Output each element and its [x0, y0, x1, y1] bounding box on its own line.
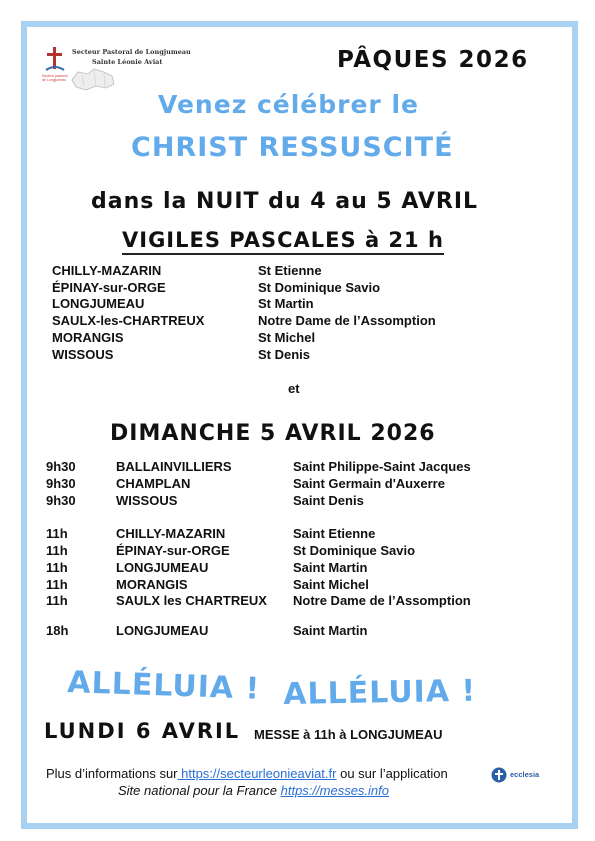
mass-place: WISSOUS — [116, 493, 178, 508]
monday-title: LUNDI 6 AVRIL — [44, 719, 241, 743]
mass-church: Saint Etienne — [293, 526, 376, 541]
logo-subtitle — [42, 74, 68, 82]
logo-org-line1: Secteur Pastoral de Longjumeau — [72, 48, 191, 56]
mass-place: BALLAINVILLIERS — [116, 459, 232, 474]
mass-place: LONGJUMEAU — [116, 623, 209, 638]
vigil-place: MORANGIS — [52, 330, 124, 345]
mass-time: 11h — [46, 593, 68, 608]
mass-time: 11h — [46, 560, 68, 575]
logo-org-line2: Sainte Léonie Aviat — [92, 58, 163, 66]
invitation-line: Venez célébrer le — [158, 90, 419, 119]
mass-place: ÉPINAY-sur-ORGE — [116, 543, 230, 558]
page-title: PÂQUES 2026 — [337, 47, 529, 73]
vigil-place: WISSOUS — [52, 347, 114, 362]
mass-church: Saint Martin — [293, 560, 368, 575]
vigil-church: St Dominique Savio — [258, 280, 381, 295]
mass-time: 18h — [46, 623, 69, 638]
cross-icon — [44, 46, 66, 74]
ecclesia-icon — [491, 767, 507, 783]
vigil-church: Notre Dame de l’Assomption — [258, 313, 436, 328]
footer-text-after: ou sur l’application — [336, 766, 448, 781]
vigil-church: St Michel — [258, 330, 316, 345]
sector-website-link[interactable]: https://secteurleonieaviat.fr — [177, 766, 337, 781]
sunday-title: DIMANCHE 5 AVRIL 2026 — [110, 421, 436, 446]
vigil-place: ÉPINAY-sur-ORGE — [52, 280, 166, 295]
mass-time: 9h30 — [46, 459, 76, 474]
mass-church: Saint Germain d'Auxerre — [293, 476, 445, 491]
ecclesia-label: ecclesia — [510, 770, 540, 779]
sector-map-icon — [68, 66, 118, 92]
footer-national-line — [118, 783, 389, 798]
alleluia-first: ALLÉLUIA ! — [66, 665, 261, 707]
logo-sub-line1: Secteur pastoral — [42, 74, 68, 78]
alleluia-second: ALLÉLUIA ! — [283, 673, 477, 712]
mass-time: 11h — [46, 543, 68, 558]
mass-church: Notre Dame de l’Assomption — [293, 593, 471, 608]
national-site-label: Site national pour la France — [118, 783, 281, 798]
mass-place: SAULX les CHARTREUX — [116, 593, 267, 608]
monday-mass-detail: MESSE à 11h à LONGJUMEAU — [254, 727, 443, 742]
mass-time: 9h30 — [46, 493, 76, 508]
mass-place: CHAMPLAN — [116, 476, 191, 491]
vigil-church: St Martin — [258, 296, 314, 311]
vigil-church: St Denis — [258, 347, 311, 362]
ecclesia-logo — [491, 766, 551, 786]
christ-risen-heading: CHRIST RESSUSCITÉ — [131, 132, 454, 163]
mass-church: Saint Michel — [293, 577, 369, 592]
mass-church: St Dominique Savio — [293, 543, 416, 558]
logo-sub-line2: de Longjumeau — [42, 78, 67, 82]
messes-info-link[interactable]: https://messes.info — [280, 783, 389, 798]
mass-time: 9h30 — [46, 476, 76, 491]
vigil-date-line: dans la NUIT du 4 au 5 AVRIL — [91, 189, 479, 214]
mass-place: MORANGIS — [116, 577, 188, 592]
mass-place: CHILLY-MAZARIN — [116, 526, 226, 541]
mass-place: LONGJUMEAU — [116, 560, 209, 575]
vigil-church: St Etienne — [258, 263, 322, 278]
vigil-title: VIGILES PASCALES à 21 h — [122, 228, 444, 255]
mass-time: 11h — [46, 577, 68, 592]
footer-info-line — [46, 766, 448, 781]
connector-text: et — [288, 381, 300, 396]
mass-church: Saint Philippe-Saint Jacques — [293, 459, 471, 474]
mass-church: Saint Denis — [293, 493, 364, 508]
footer-text-before: Plus d’informations sur — [46, 766, 178, 781]
mass-time: 11h — [46, 526, 68, 541]
mass-church: Saint Martin — [293, 623, 368, 638]
vigil-place: SAULX-les-CHARTREUX — [52, 313, 205, 328]
vigil-place: CHILLY-MAZARIN — [52, 263, 162, 278]
vigil-place: LONGJUMEAU — [52, 296, 145, 311]
